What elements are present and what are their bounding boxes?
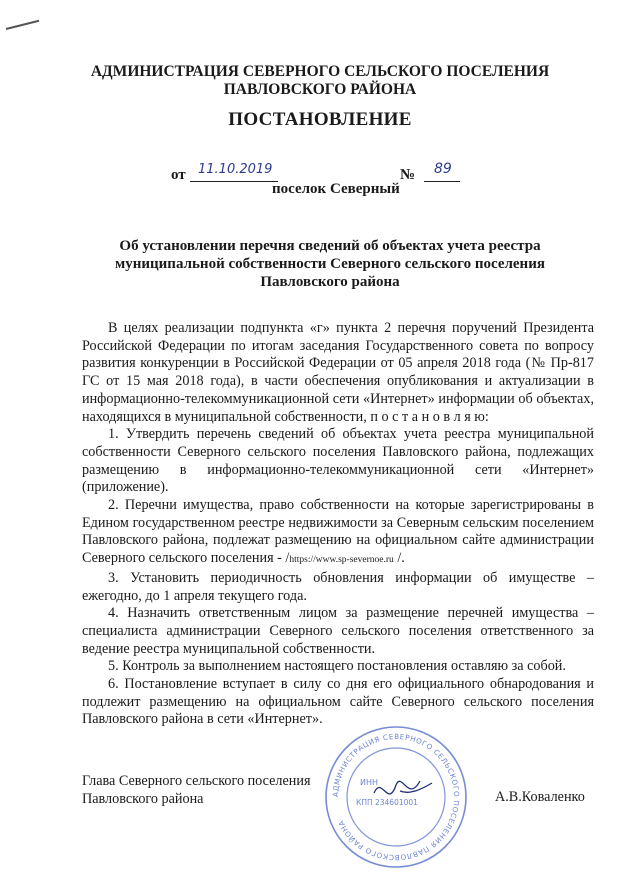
signatory-position	[82, 772, 310, 808]
document-type-title: ПОСТАНОВЛЕНИЕ	[228, 109, 412, 130]
title-line-2: муниципальной собственности Северного сельского поселения	[115, 256, 545, 272]
document-title	[80, 237, 580, 291]
signatory-name: А.В.Коваленко	[495, 789, 585, 805]
item-4-paragraph: 4. Назначить ответственным лицом за размещение перечней имущества – специалиста администрации Северного сельского поселения ответственного за ведение реестра муниципальной собственности.	[82, 605, 594, 657]
position-line-2: Павловского района	[82, 791, 204, 807]
stamp-inn: ИНН	[360, 778, 379, 787]
item-6-paragraph: 6. Постановление вступает в силу со дня его официального обнародования и подлежит размещению на официальном сайте Северного сельского поселения Павловского района в сети «Интернет».	[82, 676, 594, 728]
website-url: https://www.sp-severnoe.ru	[289, 555, 394, 566]
org-name-line2: ПАВЛОВСКОГО РАЙОНА	[223, 81, 417, 98]
svg-text:АДМИНИСТРАЦИЯ СЕВЕРНОГО СЕЛЬСК	[331, 732, 461, 862]
item-5-paragraph: 5. Контроль за выполнением настоящего постановления оставляю за собой.	[108, 658, 566, 675]
handwritten-date: 11.10.2019	[198, 162, 273, 177]
stamp-ring-text: АДМИНИСТРАЦИЯ СЕВЕРНОГО СЕЛЬСКОГО ПОСЕЛЕНИЯ ПАВЛОВСКОГО РАЙОНА	[330, 731, 462, 863]
date-underline	[190, 181, 278, 182]
item-2-end: /.	[393, 550, 405, 567]
org-name-line1: АДМИНИСТРАЦИЯ СЕВЕРНОГО СЕЛЬСКОГО ПОСЕЛЕНИЯ	[90, 63, 550, 80]
official-seal-stamp	[322, 723, 470, 871]
item-1-paragraph: 1. Утвердить перечень сведений об объектах учета реестра муниципальной собственности Северного сельского поселения Павловского района, подлежащих размещению в информационно-телекоммуникационной сети «Интернет» (приложение).	[82, 426, 594, 496]
handwritten-number: 89	[434, 161, 452, 177]
title-line-1: Об установлении перечня сведений об объектах учета реестра	[119, 238, 541, 254]
number-label: №	[400, 167, 416, 183]
number-underline	[424, 181, 460, 182]
handwritten-signature	[374, 781, 432, 794]
scan-edge-mark	[6, 20, 39, 30]
preamble-paragraph: В целях реализации подпункта «г» пункта 2 перечня поручений Президента Российской Федерации по итогам заседания Государственного совета по вопросу развития конкуренции в Российской Федерации от 05 апреля 2018 года (№ Пр-817 ГС от 15 мая 2018 года), в части обеспечения опубликования и актуализации в информационно-телекоммуникационной сети «Интернет» информации об объектах, находящихся в муниципальной собственности, п о с т а н о в л я ю:	[82, 320, 594, 425]
date-from-label: от	[171, 167, 186, 183]
item-3-paragraph: 3. Установить периодичность обновления информации об имуществе – ежегодно, до 1 апреля текущего года.	[82, 569, 594, 604]
place-line: поселок Северный	[272, 181, 400, 197]
item-2-text: 2. Перечни имущества, право собственности на которые зарегистрированы в Едином государственном реестре недвижимости за Северным сельским поселением Павловского района, подлежат размещению на официальном сайте администрации Северного сельского поселения - /	[82, 497, 594, 567]
position-line-1: Глава Северного сельского поселения	[82, 773, 311, 789]
item-2-paragraph	[82, 497, 594, 570]
document-body	[82, 320, 594, 729]
title-line-3: Павловского района	[260, 274, 400, 290]
stamp-kpp: КПП 234601001	[356, 798, 418, 807]
